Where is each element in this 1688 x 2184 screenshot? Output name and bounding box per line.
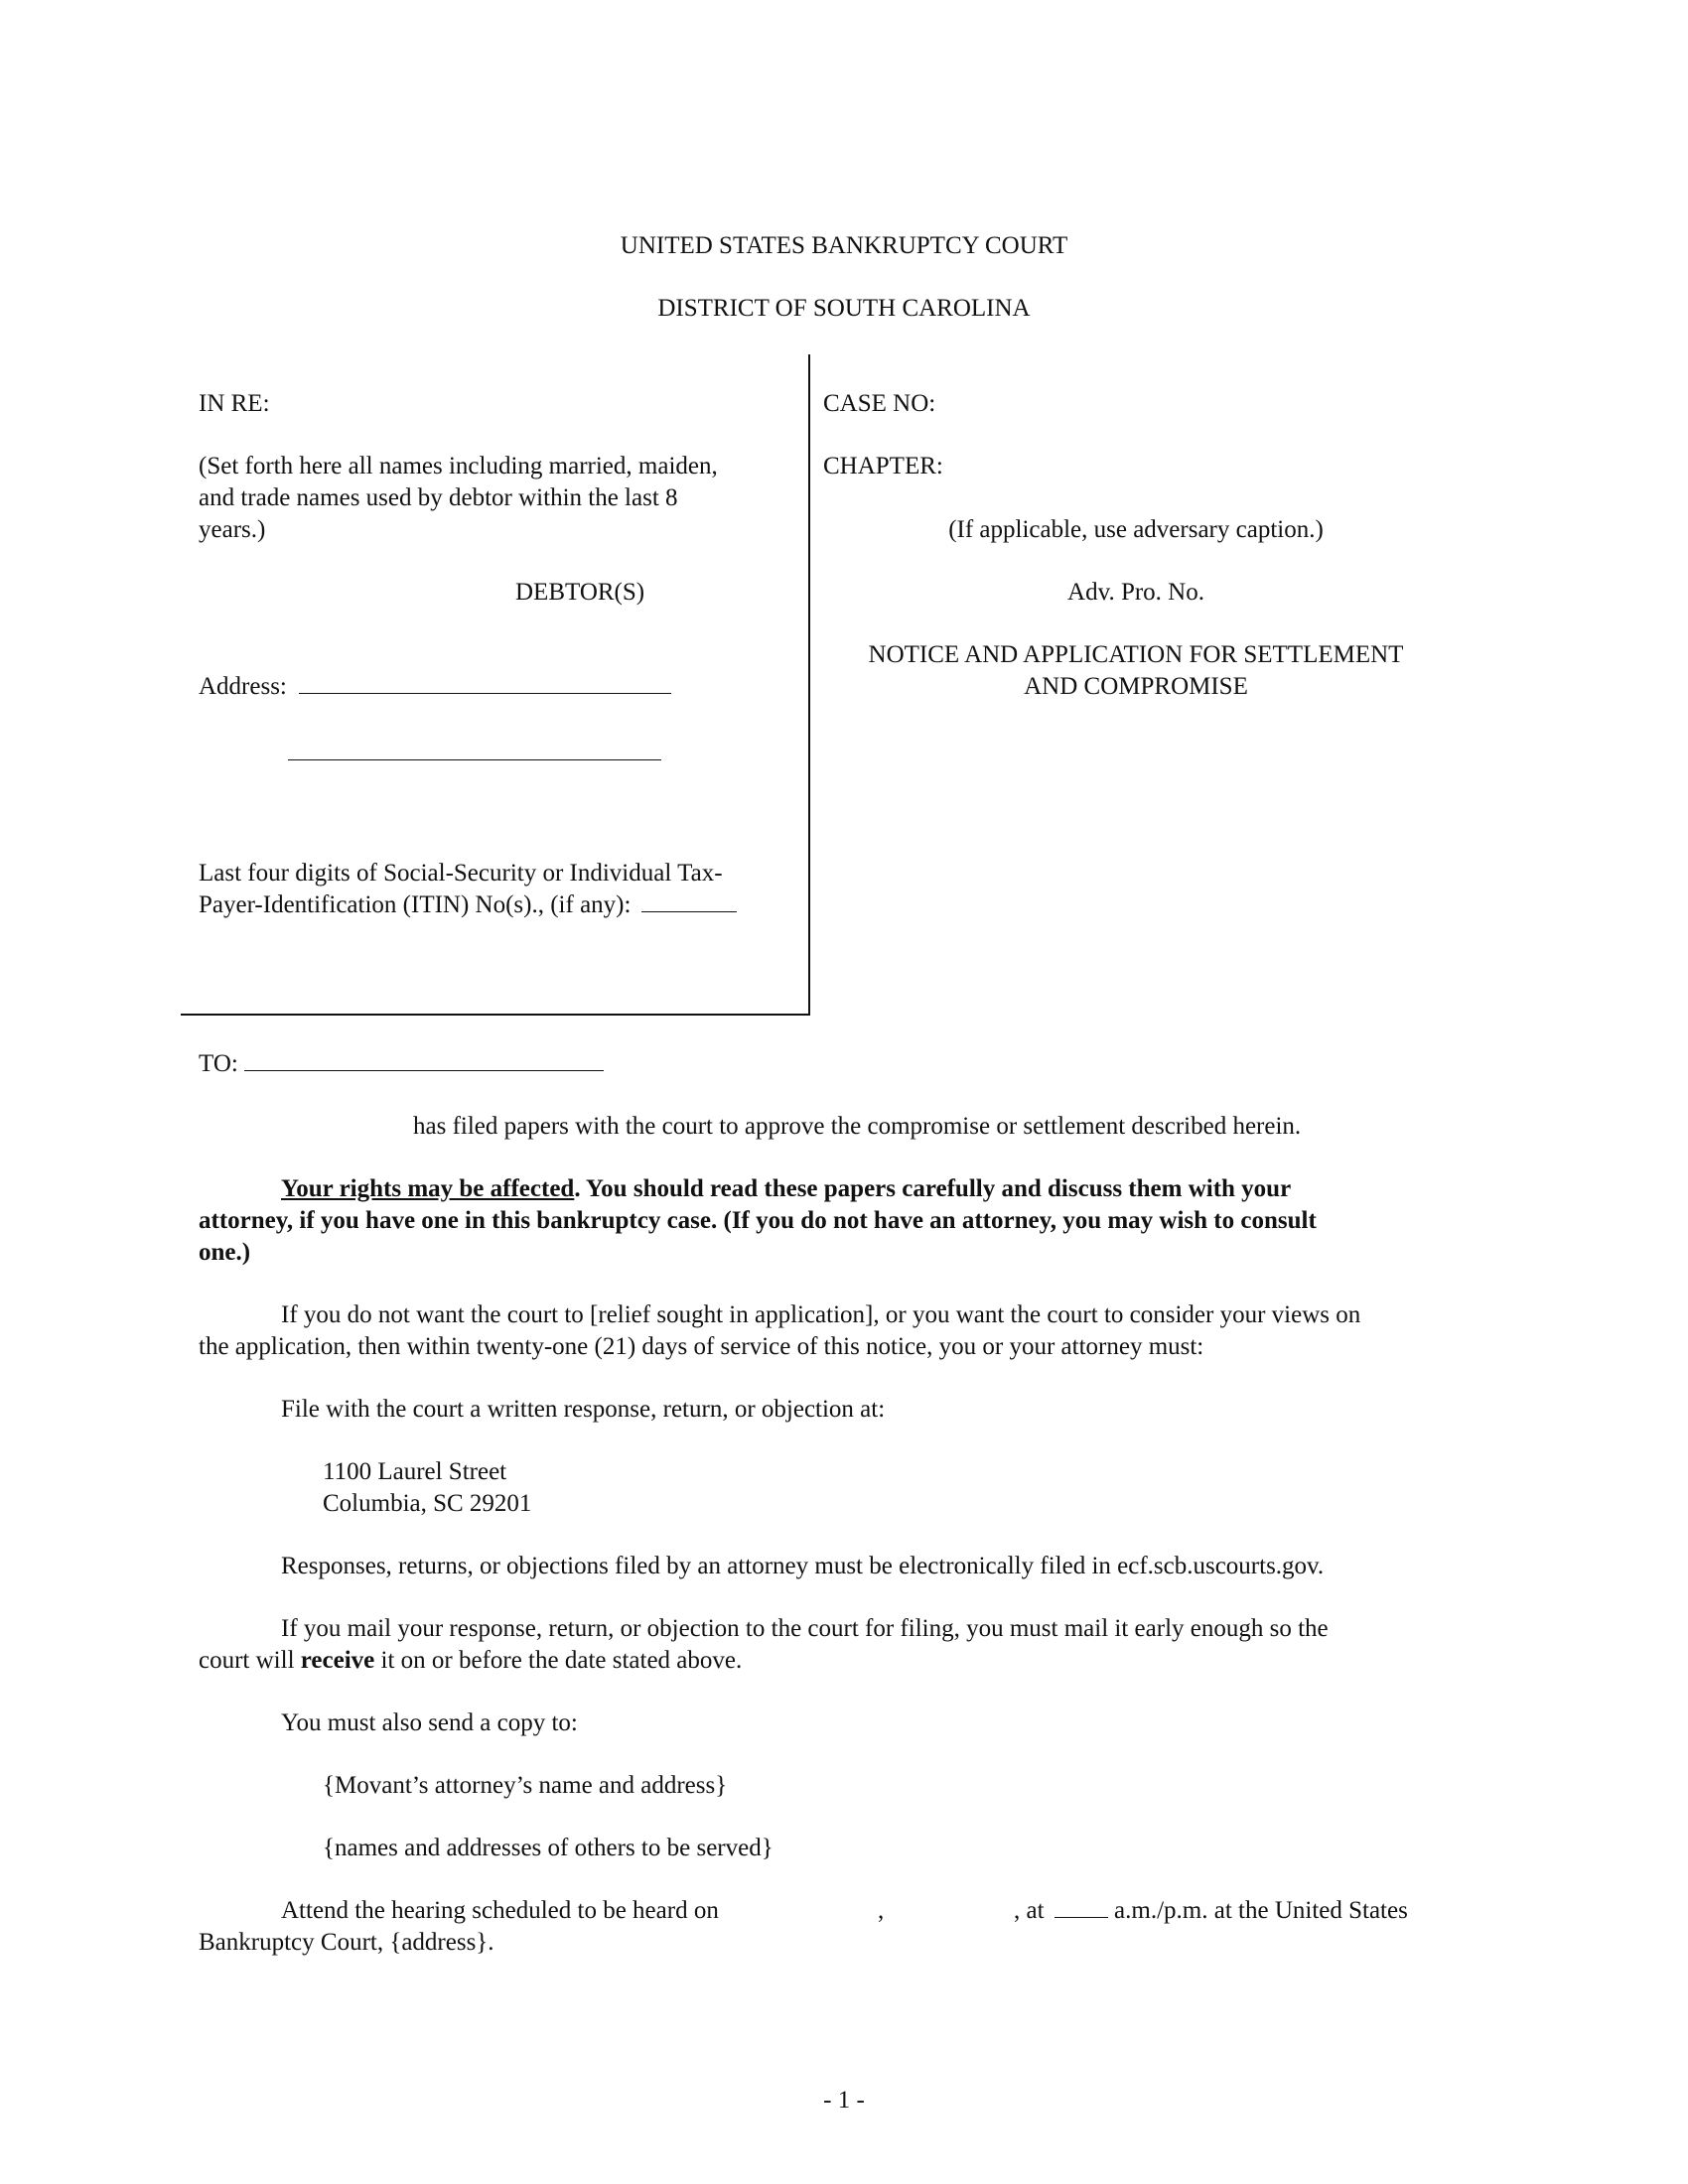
adv-pro-no-label: Adv. Pro. No. [1067, 579, 1204, 606]
rights-line-1 [281, 1173, 1291, 1205]
to-row [199, 1048, 604, 1080]
file-with-text: File with the court a written response, return, or objection at: [281, 1396, 886, 1423]
attend-comma: , [878, 1897, 885, 1924]
send-copy-text: You must also send a copy to: [281, 1709, 578, 1736]
receive-emphasis: receive [300, 1647, 375, 1674]
names-instruction-line-2: and trade names used by debtor within the last 8 [199, 484, 678, 511]
adversary-note: (If applicable, use adversary caption.) [948, 516, 1324, 543]
electronic-filing-text: Responses, returns, or objections filed by an attorney must be electronically filed in ecf.scb.uscourts.gov. [281, 1553, 1325, 1579]
address-line-1 [299, 671, 671, 694]
if-line-2: the application, then within twenty-one (21) days of service of this notice, you or your attorney must: [199, 1333, 1204, 1360]
names-instruction-line-3: years.) [199, 516, 266, 543]
case-no-label: CASE NO: [823, 390, 936, 417]
page-number: - 1 - [823, 2087, 865, 2114]
debtor-label: DEBTOR(S) [515, 579, 645, 606]
court-address-line-2: Columbia, SC 29201 [323, 1490, 532, 1517]
to-label: TO: [199, 1050, 238, 1077]
in-re-label: IN RE: [199, 390, 270, 417]
address-row [199, 671, 671, 703]
mail-line-1: If you mail your response, return, or objection to the court for filing, you must mail it early enough so the [281, 1615, 1329, 1642]
rights-line-3: one.) [199, 1239, 251, 1266]
mail-line-2-post: it on or before the date stated above. [374, 1647, 743, 1674]
ssn-line-2: Payer-Identification (ITIN) No(s)., (if any): [199, 891, 632, 918]
attend-at [1014, 1895, 1408, 1927]
mail-line-2 [199, 1645, 742, 1677]
ssn-line-1: Last four digits of Social-Security or Individual Tax- [199, 860, 723, 887]
others-served-placeholder: {names and addresses of others to be served} [323, 1835, 774, 1861]
attend-at-text: , at [1014, 1897, 1045, 1924]
names-instruction-line-1: (Set forth here all names including married, maiden, [199, 453, 718, 479]
court-district: DISTRICT OF SOUTH CAROLINA [657, 295, 1031, 322]
hearing-time-blank [1055, 1895, 1108, 1918]
chapter-label: CHAPTER: [823, 453, 943, 479]
caption-bottom-rule [181, 1014, 810, 1016]
movant-attorney-placeholder: {Movant’s attorney’s name and address} [323, 1772, 728, 1799]
address-line-2 [288, 759, 661, 760]
attend-line-1-post: a.m./p.m. at the United States [1114, 1897, 1408, 1924]
document-title-line-1: NOTICE AND APPLICATION FOR SETTLEMENT [868, 641, 1404, 668]
filed-papers-text: has filed papers with the court to approve the compromise or settlement described herein. [413, 1113, 1302, 1140]
rights-line-2: attorney, if you have one in this bankruptcy case. (If you do not have an attorney, you may wish to consult [199, 1207, 1317, 1234]
rights-line-1-rest: . You should read these papers carefully and discuss them with your [574, 1175, 1292, 1202]
mail-line-2-pre: court will [199, 1647, 301, 1674]
document-title-line-2: AND COMPROMISE [1024, 673, 1248, 700]
attend-line-2: Bankruptcy Court, {address}. [199, 1929, 494, 1956]
ssn-blank [641, 889, 737, 912]
court-address-line-1: 1100 Laurel Street [323, 1458, 507, 1485]
to-blank [244, 1048, 604, 1071]
attend-line-1-pre: Attend the hearing scheduled to be heard on [281, 1897, 719, 1924]
court-title: UNITED STATES BANKRUPTCY COURT [620, 232, 1068, 259]
if-line-1: If you do not want the court to [relief sought in application], or you want the court to consider your views on [281, 1301, 1361, 1328]
address-label: Address: [199, 673, 287, 700]
ssn-row [199, 889, 737, 921]
rights-warning-underlined: Your rights may be affected [281, 1175, 575, 1202]
